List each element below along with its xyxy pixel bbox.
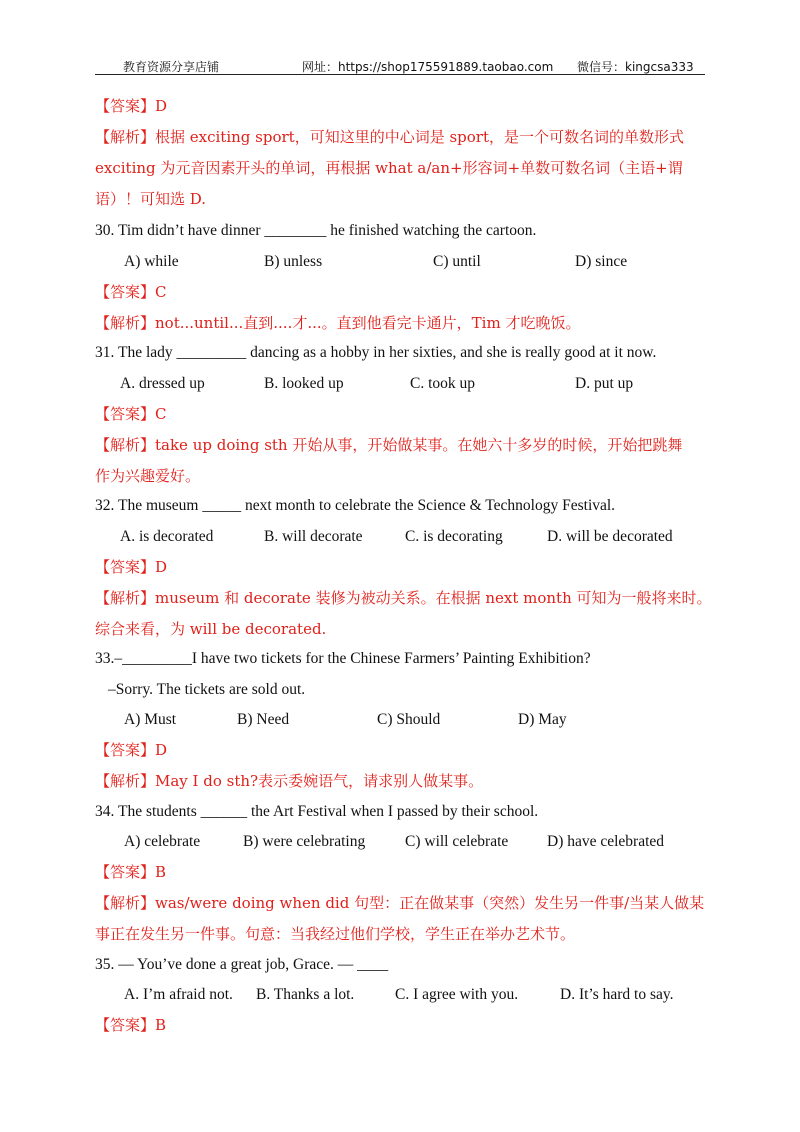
analysis-line: 事正在发生另一件事。句意：当我经过他们学校，学生正在举办艺术节。 [95, 925, 576, 943]
analysis-line: 作为兴趣爱好。 [95, 467, 201, 485]
option-c: C. is decorating [405, 528, 503, 545]
header-wechat: 微信号：kingcsa333 [577, 60, 694, 74]
analysis-line: 【解析】May I do sth?表示委婉语气，请求别人做某事。 [95, 772, 484, 790]
option-d: D) May [518, 711, 567, 728]
answer-line: 【答案】B [95, 863, 167, 881]
option-d: D) since [575, 253, 628, 270]
analysis-line: 【解析】museum 和 decorate 装修为被动关系。在根据 next month 可知为一般将来时。 [95, 589, 712, 607]
analysis-line: 【解析】根据 exciting sport，可知这里的中心词是 sport，是一个可数名词的单数形式 [95, 128, 684, 146]
analysis-line: 语）！可知选 D. [95, 190, 207, 208]
analysis-line: 【解析】not...until...直到....才...。直到他看完卡通片，Tim 才吃晚饭。 [95, 314, 581, 332]
question-stem: 30. Tim didn’t have dinner ________ he finished watching the cartoon. [95, 222, 537, 239]
answer-line: 【答案】B [95, 1016, 167, 1034]
option-d: D) have celebrated [547, 833, 665, 850]
question-response: –Sorry. The tickets are sold out. [108, 681, 306, 698]
question-stem: 31. The lady _________ dancing as a hobby in her sixties, and she is really good at it now. [95, 344, 657, 361]
option-b: B. Thanks a lot. [256, 986, 355, 1003]
option-a: A) Must [124, 711, 177, 728]
option-b: B. will decorate [264, 528, 363, 545]
option-c: C. took up [410, 375, 476, 392]
page-header [95, 55, 705, 75]
option-a: A. I’m afraid not. [124, 986, 233, 1003]
analysis-line: 综合来看，为 will be decorated. [95, 620, 327, 638]
header-shop-name: 教育资源分享店铺 [123, 60, 220, 74]
option-c: C) until [433, 253, 481, 270]
option-b: B) Need [237, 711, 290, 728]
question-stem: 34. The students ______ the Art Festival when I passed by their school. [95, 803, 539, 820]
option-a: A. is decorated [120, 528, 214, 545]
analysis-line: 【解析】was/were doing when did 句型：正在做某事（突然）发生另一件事/当某人做某 [95, 894, 705, 912]
option-b: B. looked up [264, 375, 344, 392]
answer-line: 【答案】D [95, 97, 168, 115]
option-d: D. will be decorated [547, 528, 673, 545]
question-stem: 33.–_________I have two tickets for the Chinese Farmers’ Painting Exhibition? [95, 650, 591, 667]
option-d: D. put up [575, 375, 634, 392]
option-d: D. It’s hard to say. [560, 986, 674, 1003]
analysis-line: exciting 为元音因素开头的单词，再根据 what a/an+形容词+单数可数名词（主语+谓 [95, 159, 683, 177]
option-a: A) while [124, 253, 179, 270]
option-c: C. I agree with you. [395, 986, 519, 1003]
option-c: C) Should [377, 711, 441, 728]
option-c: C) will celebrate [405, 833, 509, 850]
option-a: A) celebrate [124, 833, 201, 850]
header-url: 网址：https://shop175591889.taobao.com [302, 60, 554, 74]
question-stem: 35. — You’ve done a great job, Grace. — ____ [95, 956, 389, 973]
answer-line: 【答案】D [95, 558, 168, 576]
option-b: B) unless [264, 253, 323, 270]
option-b: B) were celebrating [243, 833, 366, 850]
option-a: A. dressed up [120, 375, 205, 392]
question-stem: 32. The museum _____ next month to celebrate the Science & Technology Festival. [95, 497, 616, 514]
answer-line: 【答案】D [95, 741, 168, 759]
analysis-line: 【解析】take up doing sth 开始从事，开始做某事。在她六十多岁的时候，开始把跳舞 [95, 436, 683, 454]
answer-line: 【答案】C [95, 283, 167, 301]
answer-line: 【答案】C [95, 405, 167, 423]
header-divider [95, 74, 705, 75]
